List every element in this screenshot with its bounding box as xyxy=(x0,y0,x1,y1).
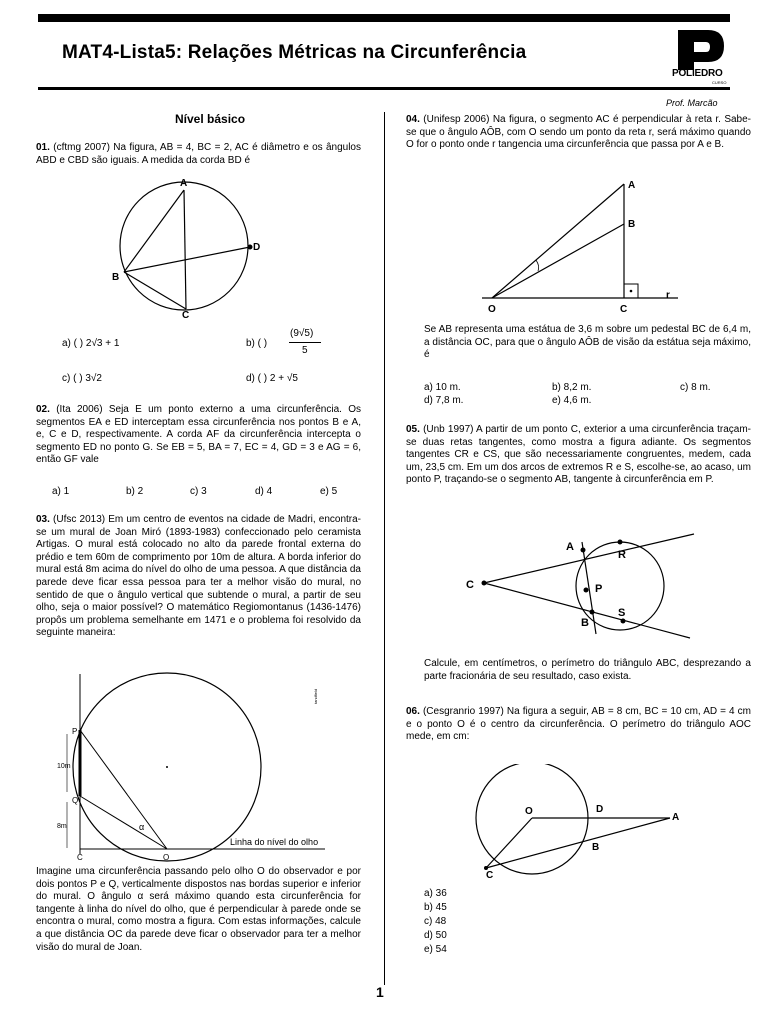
option-a[interactable]: a) 1 xyxy=(52,486,70,497)
logo-text: POLIEDRO xyxy=(672,68,723,79)
q03-figure xyxy=(55,672,360,862)
fig-label-o: O xyxy=(163,853,170,862)
fig-label-o: O xyxy=(525,806,533,817)
option-e[interactable]: e) 5 xyxy=(320,486,338,497)
fig-label-d: D xyxy=(253,242,261,253)
q05-figure xyxy=(462,528,702,640)
fig-label-a: A xyxy=(672,812,680,823)
question-text: (Ita 2006) Seja E um ponto externo a uma circunferência. Os segmentos EA e ED interceptam essa circunferência nos pontos B e A, e, C e D, respectivamente. A corda AF da circunferência intercepta o segmento ED no ponto G. Se EB = 5, BA = 7, EC = 4, GD = 3 e AG = 6, então GF vale xyxy=(36,404,362,466)
question-03 xyxy=(36,514,361,640)
option-b[interactable]: b) 2 xyxy=(126,486,144,497)
logo-subtext: CURSO xyxy=(712,80,727,85)
fig-side-credit: tandfield xyxy=(313,688,318,704)
option-b-denominator: 5 xyxy=(302,345,308,356)
fig-label-c: C xyxy=(486,870,494,880)
fig-label-c: C xyxy=(620,304,628,315)
question-04-continuation: Se AB representa uma estátua de 3,6 m sobre um pedestal BC de 6,4 m, a distância OC, para que o ângulo AÔB de visão da estátua seja máximo, é xyxy=(424,324,751,361)
question-03-continuation: Imagine uma circunferência passando pelo olho O do observador e por dois pontos P e Q, verticalmente dispostos nas bordas superior e inferior do mural. O ângulo α será máximo quando esta circunferência for tangente à linha do nível do olho, que é perpendicular à parede onde se encontra o mural, como mostra a figura. Com estas informações, calcule a que distância OC da parede deve ficar o observador para ter a melhor visão do mural de Joan. xyxy=(36,866,361,953)
fig-label-a: A xyxy=(180,178,188,189)
option-b-numerator: (9√5) xyxy=(290,328,314,339)
question-06 xyxy=(406,706,751,744)
poliedro-logo-icon xyxy=(668,28,736,88)
question-number: 06. xyxy=(406,706,420,717)
option-a[interactable]: a) 10 m. xyxy=(424,382,461,393)
fig-label-r: R xyxy=(618,549,626,561)
option-a[interactable]: a) 36 xyxy=(424,888,447,899)
q06-figure xyxy=(470,764,690,880)
option-a[interactable]: a) ( ) 2√3 + 1 xyxy=(62,338,120,349)
option-d[interactable]: d) ( ) 2 + √5 xyxy=(246,373,298,384)
q01-figure xyxy=(110,172,270,320)
question-text: (Unifesp 2006) Na figura, o segmento AC é perpendicular à reta r. Sabe-se que o ângulo AÔB, com O sendo um ponto da reta r, será máximo quando O for o ponto onde r tangencia uma circunferência que passa por A e B. xyxy=(406,114,751,151)
option-b[interactable]: b) 45 xyxy=(424,902,447,913)
fig-label-c: C xyxy=(466,579,474,591)
fraction-bar xyxy=(289,342,321,343)
fig-label-s: S xyxy=(618,607,626,619)
fig-label-r: r xyxy=(666,290,670,301)
fig-label-eye-level: Linha do nível do olho xyxy=(230,837,319,847)
page-number: 1 xyxy=(376,984,384,1000)
option-e[interactable]: e) 4,6 m. xyxy=(552,395,592,406)
option-d[interactable]: d) 4 xyxy=(255,486,273,497)
question-number: 03. xyxy=(36,514,50,525)
option-c[interactable]: c) ( ) 3√2 xyxy=(62,373,102,384)
fig-label-10m: 10m xyxy=(57,763,71,770)
fig-label-o: O xyxy=(488,304,496,315)
q04-figure xyxy=(478,176,688,316)
question-04 xyxy=(406,114,751,152)
question-text: (cftmg 2007) Na figura, AB = 4, BC = 2, AC é diâmetro e os ângulos ABD e CBD são iguais. A medida da corda BD é xyxy=(36,142,361,166)
question-02 xyxy=(36,404,361,467)
header-bottom-rule xyxy=(38,87,730,90)
fig-label-alpha: α xyxy=(139,822,145,832)
question-text: (Unb 1997) A partir de um ponto C, exterior a uma circunferência traçam-se duas retas tangentes, como mostra a figura adiante. Os segmentos tangentes CR e CS, que são necessariamente congruentes, medem, cada um, 23,5 cm. Em um dos arcos de extremos R e S, escolhe-se, ao acaso, um ponto P, traçando-se o segmento AB, tangente à circunferência em P. xyxy=(406,424,752,486)
option-e[interactable]: e) 54 xyxy=(424,944,447,955)
question-05-continuation: Calcule, em centímetros, o perímetro do triângulo ABC, desprezando a parte fracionária de seu resultado, caso exista. xyxy=(424,658,751,682)
fig-label-c: C xyxy=(182,310,190,320)
header-top-rule xyxy=(38,14,730,22)
fig-label-p: P xyxy=(72,727,78,736)
option-c[interactable]: c) 3 xyxy=(190,486,207,497)
fig-label-c: C xyxy=(77,853,83,862)
option-c[interactable]: c) 48 xyxy=(424,916,447,927)
author: Prof. Marcão xyxy=(666,98,718,108)
fig-label-a: A xyxy=(628,180,636,191)
option-c[interactable]: c) 8 m. xyxy=(680,382,711,393)
question-text: (Ufsc 2013) Em um centro de eventos na cidade de Madri, encontra-se um mural de Joan Miró (1893-1983) confeccionado pelo ceramista Artigas. O mural está colocado no alto da parede frontal externa do prédio e tem 60m de comprimento por 10m de altura. A borda inferior do mural está 8m acima do nível do olho de uma pessoa. A que distância da parede deve ficar essa pessoa para ter a melhor visão do mural, no sentido de que o ângulo vertical que subtende o mural, a partir de seu olho, seja o maior possível? O matemático Regiomontanus (1436-1476) propôs um problema semelhante em 1471 e o problema foi resolvido da seguinte maneira: xyxy=(36,514,361,639)
fig-label-b: B xyxy=(628,219,636,230)
fig-label-d: D xyxy=(596,804,604,815)
column-divider xyxy=(384,112,385,985)
question-number: 05. xyxy=(406,424,420,435)
fig-label-a: A xyxy=(566,541,574,553)
question-number: 02. xyxy=(36,404,50,415)
page-title: MAT4-Lista5: Relações Métricas na Circunferência xyxy=(62,42,527,63)
question-01 xyxy=(36,142,361,167)
question-text: (Cesgranrio 1997) Na figura a seguir, AB = 8 cm, BC = 10 cm, AD = 4 cm e o ponto O é o centro da circunferência. O perímetro do triângulo AOC mede, em cm: xyxy=(406,706,751,743)
option-b[interactable]: b) 8,2 m. xyxy=(552,382,592,393)
section-title: Nível básico xyxy=(175,112,246,126)
fig-label-q: Q xyxy=(72,796,79,805)
fig-label-8m: 8m xyxy=(57,823,67,830)
question-number: 04. xyxy=(406,114,420,125)
fig-label-p: P xyxy=(595,583,603,595)
option-d[interactable]: d) 50 xyxy=(424,930,447,941)
fig-label-b: B xyxy=(592,842,600,853)
option-b[interactable]: b) ( ) xyxy=(246,338,268,349)
question-05 xyxy=(406,424,751,487)
question-number: 01. xyxy=(36,142,50,153)
option-d[interactable]: d) 7,8 m. xyxy=(424,395,464,406)
fig-label-b: B xyxy=(581,617,589,629)
fig-label-b: B xyxy=(112,272,120,283)
